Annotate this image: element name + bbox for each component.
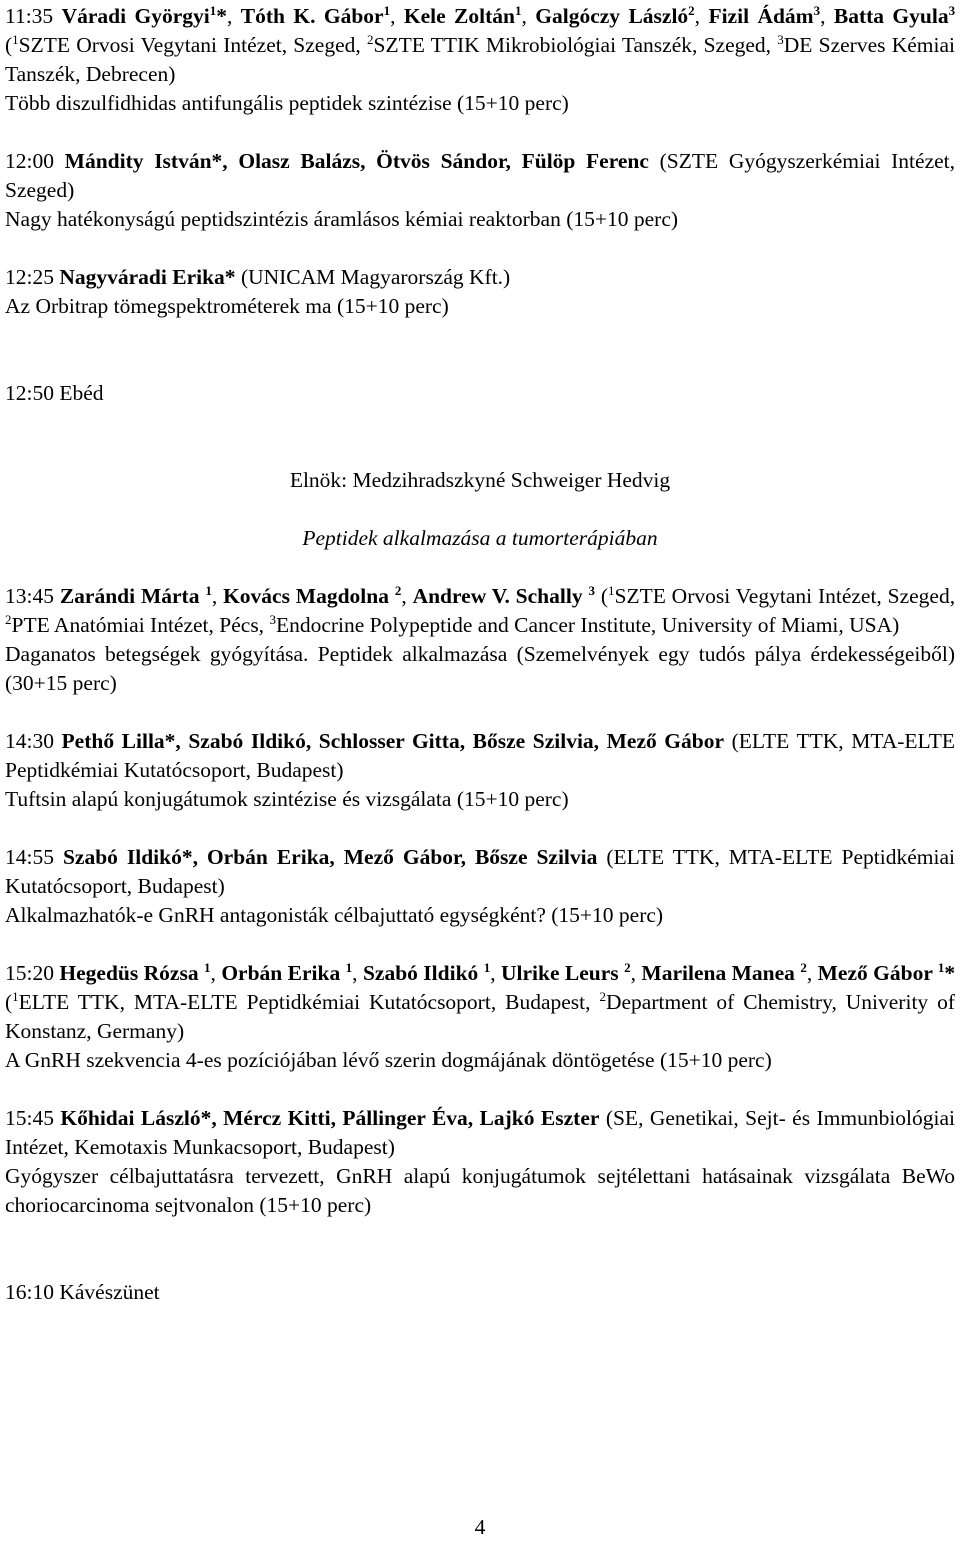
affiliation: ($^1$ELTE TTK, MTA-ELTE Peptidkémiai Kutatócsoport, Budapest, $^2$Department of Chemistry, Univerity of Konstanz, Germany)	[5, 988, 956, 1043]
author: Orbán Erika $^1$	[221, 959, 353, 985]
talk-title: Az Orbitrap tömegspektrométerek ma (15+10 perc)	[5, 294, 449, 318]
coffee-break: 16:10 Kávészünet	[5, 1280, 160, 1304]
talk-title: A GnRH szekvencia 4-es pozíciójában lévő szerin dogmájának döntögetése (15+10 perc)	[5, 1048, 772, 1072]
authors: Szabó Ildikó*, Orbán Erika, Mező Gábor, Bősze Szilvia	[62, 845, 598, 869]
affiliation: (SE, Genetikai, Sejt- és Immunbiológiai Intézet, Kemotaxis Munkacsoport, Budapest)	[5, 1106, 956, 1159]
affiliation: ($^1$SZTE Orvosi Vegytani Intézet, Szeged, $^2$PTE Anatómiai Intézet, Pécs, $^3$Endocrine Polypeptide and Cancer Institute, University of Miami, USA)	[5, 582, 956, 637]
program-entry	[5, 1104, 955, 1220]
talk-title: Több diszulfidhidas antifungális peptidek szintézise (15+10 perc)	[5, 91, 569, 115]
author: Zarándi Márta $^1$	[59, 582, 212, 608]
author: Szabó Ildikó $^1$	[362, 959, 491, 985]
author: Galgóczy László$^2$	[535, 2, 695, 28]
affiliation: (UNICAM Magyarország Kft.)	[240, 265, 511, 289]
entry-header: 11:35 Váradi Györgyi$^1$*, Tóth K. Gábor$^1$, Kele Zoltán$^1$, Galgóczy László$^2$, Fizil Ádám$^3$, Batta Gyula$^3$ ($^1$SZTE Orvosi Vegytani Intézet, Szeged, $^2$SZTE TTIK Mikrobiológiai Tanszék, Szeged, $^3$DE Szerves Kémiai Tanszék, Debrecen)	[5, 2, 956, 86]
talk-title: Nagy hatékonyságú peptidszintézis áramlásos kémiai reaktorban (15+10 perc)	[5, 207, 679, 231]
affiliation: (ELTE TTK, MTA-ELTE Peptidkémiai Kutatócsoport, Budapest)	[5, 845, 955, 898]
authors: Mándity István*, Olasz Balázs, Ötvös Sándor, Fülöp Ferenc	[64, 149, 649, 173]
entry-time: 13:45	[5, 584, 54, 608]
session-title: Peptidek alkalmazása a tumorterápiában	[302, 526, 658, 550]
talk-title: Tuftsin alapú konjugátumok szintézise és vizsgálata (15+10 perc)	[5, 787, 569, 811]
lunch-break: 12:50 Ebéd	[5, 381, 104, 405]
entry-header: 15:20 Hegedüs Rózsa $^1$, Orbán Erika $^1$, Szabó Ildikó $^1$, Ulrike Leurs $^2$, Marilena Manea $^2$, Mező Gábor $^1$* ($^1$ELTE TTK, MTA-ELTE Peptidkémiai Kutatócsoport, Budapest, $^2$Department of Chemistry, Univerity of Konstanz, Germany)	[5, 959, 956, 1043]
affiliation: (ELTE TTK, MTA-ELTE Peptidkémiai Kutatócsoport, Budapest)	[5, 729, 955, 782]
affiliation: ($^1$SZTE Orvosi Vegytani Intézet, Szeged, $^2$SZTE TTIK Mikrobiológiai Tanszék, Szeged, $^3$DE Szerves Kémiai Tanszék, Debrecen)	[5, 31, 955, 86]
entry-header	[5, 727, 955, 785]
talk-title: Daganatos betegségek gyógyítása. Peptidek alkalmazása (Szemelvények egy tudós pálya érdekességeiből) (30+15 perc)	[5, 642, 955, 695]
author: Váradi Györgyi$^1$*	[61, 2, 227, 28]
talk-title: Alkalmazhatók-e GnRH antagonisták célbajuttató egységként? (15+10 perc)	[5, 903, 664, 927]
entry-header	[5, 147, 955, 205]
talk-title: Gyógyszer célbajuttatásra tervezett, GnRH alapú konjugátumok sejtélettani hatásainak vizsgálata BeWo choriocarcinoma sejtvonalon (15+10 perc)	[5, 1164, 955, 1217]
authors: Pethő Lilla*, Szabó Ildikó, Schlosser Gitta, Bősze Szilvia, Mező Gábor	[61, 729, 725, 753]
author: Fizil Ádám$^3$	[708, 2, 821, 28]
program-entry	[5, 263, 955, 321]
entry-time: 12:25	[5, 265, 54, 289]
program-entry	[5, 727, 955, 814]
entry-header	[5, 263, 955, 292]
entry-time: 15:45	[5, 1106, 54, 1130]
author: Hegedüs Rózsa $^1$	[59, 959, 211, 985]
author: Kele Zoltán$^1$	[403, 2, 522, 28]
entry-header	[5, 1104, 955, 1162]
entry-time: 14:55	[5, 845, 54, 869]
program-entry	[5, 2, 955, 118]
authors: Nagyváradi Erika*	[59, 265, 236, 289]
authors: Kőhidai László*, Mércz Kitti, Pállinger Éva, Lajkó Eszter	[60, 1106, 600, 1130]
author: Kovács Magdolna $^2$	[223, 582, 402, 608]
entry-time: 12:00	[5, 149, 54, 173]
entry-header: 13:45 Zarándi Márta $^1$, Kovács Magdolna $^2$, Andrew V. Schally $^3$ ($^1$SZTE Orvosi Vegytani Intézet, Szeged, $^2$PTE Anatómiai Intézet, Pécs, $^3$Endocrine Polypeptide and Cancer Institute, University of Miami, USA)	[5, 582, 956, 637]
author: Tóth K. Gábor$^1$	[240, 2, 391, 28]
program-entry	[5, 959, 955, 1075]
entry-time: 14:30	[5, 729, 54, 753]
author: Marilena Manea $^2$	[641, 959, 807, 985]
page-number: 4	[474, 1515, 486, 1539]
entry-header	[5, 843, 955, 901]
author: Mező Gábor $^1$*	[817, 959, 956, 985]
author: Andrew V. Schally $^3$	[412, 582, 595, 608]
entry-time: 11:35	[5, 4, 54, 28]
author: Ulrike Leurs $^2$	[501, 959, 631, 985]
affiliation: (SZTE Gyógyszerkémiai Intézet, Szeged)	[5, 149, 956, 202]
entry-time: 15:20	[5, 961, 54, 985]
program-entry	[5, 843, 955, 930]
document-page	[5, 2, 955, 1307]
program-entry	[5, 582, 955, 698]
program-entry	[5, 147, 955, 234]
author: Batta Gyula$^3$	[833, 2, 956, 28]
session-chair: Elnök: Medzihradszkyné Schweiger Hedvig	[289, 468, 671, 492]
